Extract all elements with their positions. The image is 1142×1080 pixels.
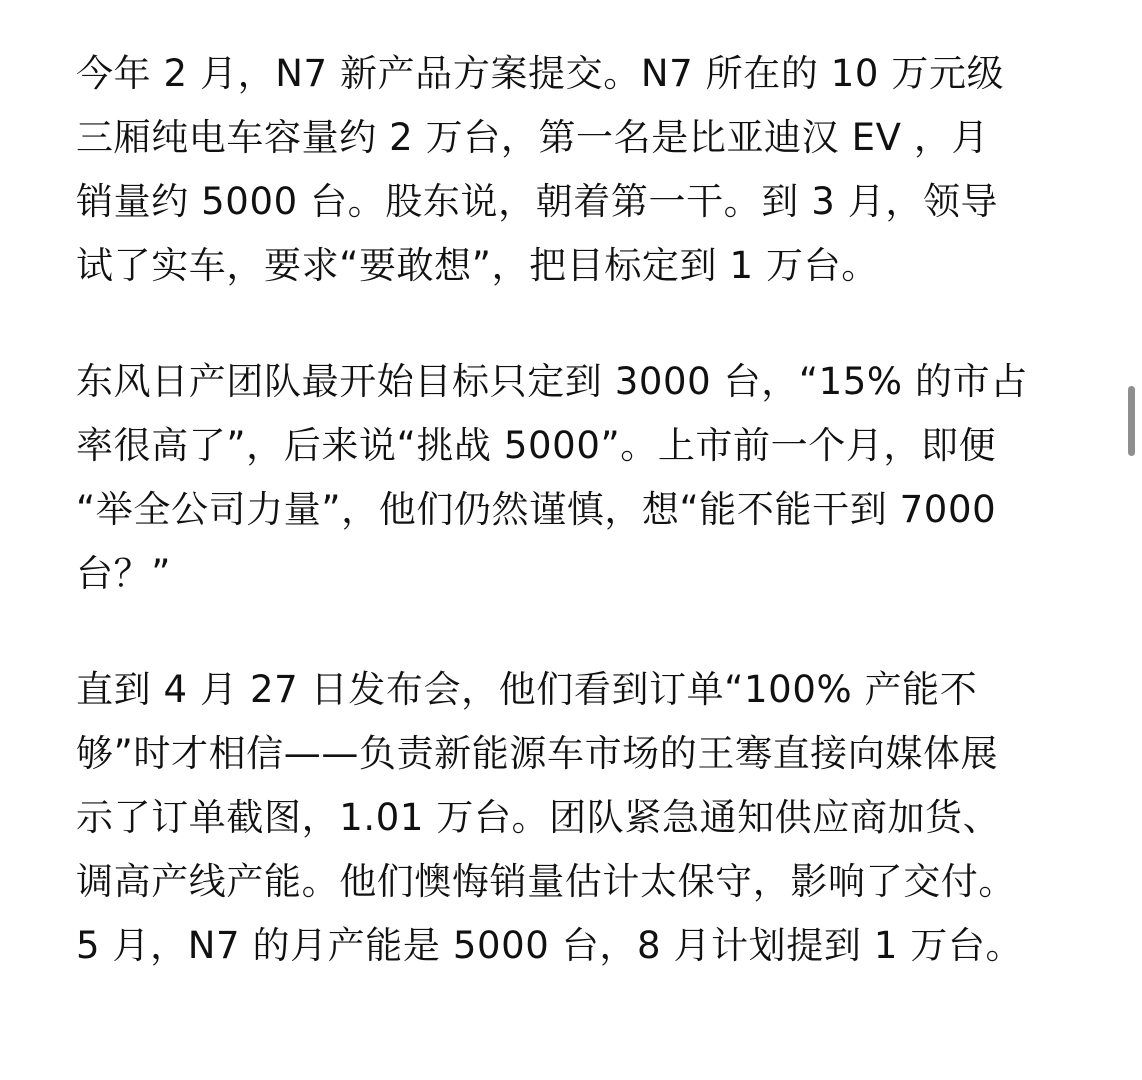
paragraph-gap	[76, 606, 1076, 658]
scrollbar-thumb[interactable]	[1128, 386, 1135, 456]
text-line: 5 月，N7 的月产能是 5000 台，8 月计划提到 1 万台。	[76, 924, 1024, 967]
text-line: 今年 2 月，N7 新产品方案提交。N7 所在的 10 万元级	[76, 52, 1005, 95]
text-line: 台？”	[76, 552, 171, 595]
text-line: 销量约 5000 台。股东说，朝着第一干。到 3 月，领导	[76, 180, 999, 223]
text-line: 率很高了”，后来说“挑战 5000”。上市前一个月，即便	[76, 424, 997, 467]
text-line: 东风日产团队最开始目标只定到 3000 台，“15% 的市占	[76, 360, 1028, 403]
text-line: 直到 4 月 27 日发布会，他们看到订单“100% 产能不	[76, 668, 978, 711]
paragraph-1	[76, 42, 1076, 298]
article-body	[76, 42, 1076, 978]
paragraph-gap	[76, 298, 1076, 350]
text-line: 三厢纯电车容量约 2 万台，第一名是比亚迪汉 EV ，月	[76, 116, 990, 159]
text-line: “举全公司力量”，他们仍然谨慎，想“能不能干到 7000	[76, 488, 997, 531]
text-line: 示了订单截图，1.01 万台。团队紧急通知供应商加货、	[76, 796, 1001, 839]
paragraph-3	[76, 658, 1076, 978]
text-line: 调高产线产能。他们懊悔销量估计太保守，影响了交付。	[76, 860, 1016, 903]
text-line: 试了实车，要求“要敢想”，把目标定到 1 万台。	[76, 244, 879, 287]
paragraph-2	[76, 350, 1076, 606]
text-line: 够”时才相信——负责新能源车市场的王骞直接向媒体展	[76, 732, 999, 775]
